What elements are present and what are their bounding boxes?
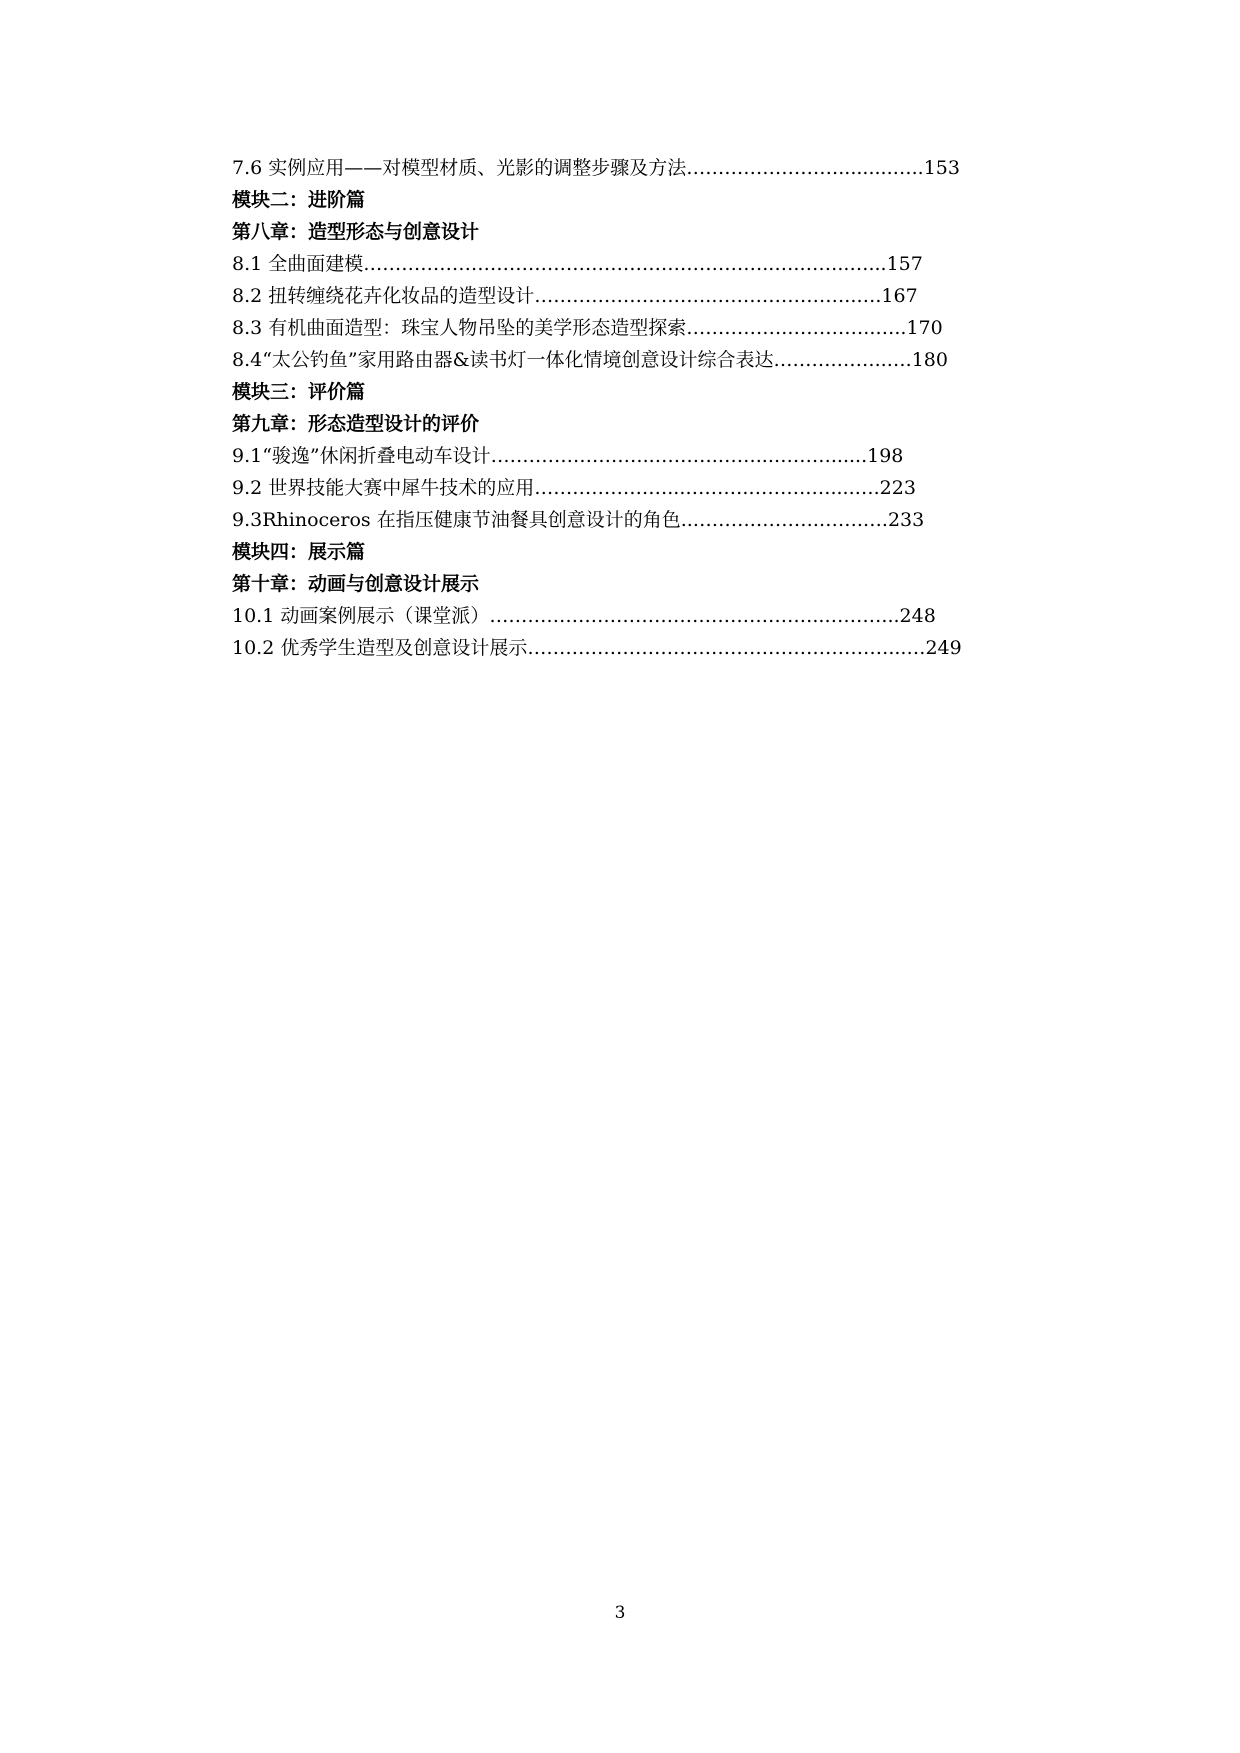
toc-chapter-10-heading: 第十章：动画与创意设计展示 <box>232 573 480 595</box>
toc-entry-8-2: 8.2 扭转缠绕花卉化妆品的造型设计……………………….…………………..….167 <box>232 285 918 307</box>
toc-entry-9-3: 9.3Rhinoceros 在指压健康节油餐具创意设计的角色..……….……….…….….233 <box>232 509 925 531</box>
toc-entry-9-2: 9.2 世界技能大赛中犀牛技术的应用…………………...……….……….…....….223 <box>232 477 916 499</box>
toc-entry-8-4: 8.4“太公钓鱼”家用路由器&读书灯一体化情境创意设计综合表达……….……..….180 <box>232 349 948 371</box>
toc-module-4-heading: 模块四：展示篇 <box>232 541 366 563</box>
toc-chapter-8-heading: 第八章：造型形态与创意设计 <box>232 221 480 243</box>
toc-module-3-heading: 模块三：评价篇 <box>232 381 366 403</box>
table-of-contents <box>232 152 1052 664</box>
toc-entry-8-3: 8.3 有机曲面造型：珠宝人物吊坠的美学形态造型探索…………….…………..…..170 <box>232 317 943 339</box>
toc-entry-9-1: 9.1“骏逸”休闲折叠电动车设计……………………..……….……...………......198 <box>232 445 904 467</box>
toc-entry-7-6: 7.6 实例应用——对模型材质、光影的调整步骤及方法…………………….........…..153 <box>232 157 960 179</box>
toc-entry-10-2: 10.2 优秀学生造型及创意设计展示…………………………………………………...…249 <box>232 637 962 659</box>
toc-module-2-heading: 模块二：进阶篇 <box>232 189 366 211</box>
page-number: 3 <box>614 1603 626 1623</box>
toc-entry-10-1: 10.1 动画案例展示（课堂派）……………………………………………..………...248 <box>232 605 936 627</box>
toc-entry-8-1: 8.1 全曲面建模………………………………………………………..….……..…...157 <box>232 253 923 275</box>
toc-chapter-9-heading: 第九章：形态造型设计的评价 <box>232 413 480 435</box>
